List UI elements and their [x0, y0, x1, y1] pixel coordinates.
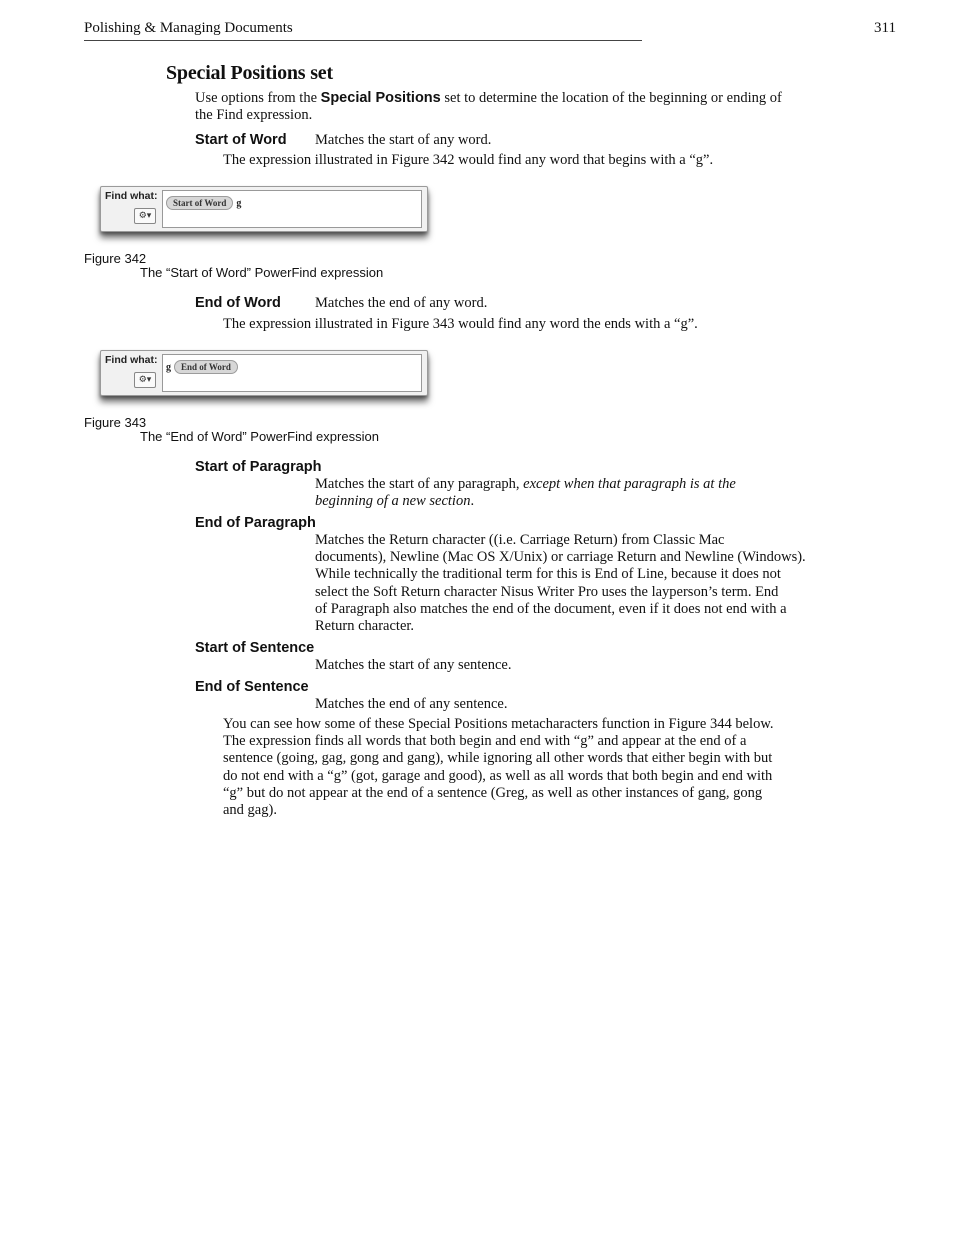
intro-paragraph	[195, 90, 895, 124]
closing-line: and gag).	[223, 802, 277, 819]
running-header-title: Polishing & Managing Documents	[84, 20, 293, 36]
term-start-of-paragraph: Start of Paragraph	[195, 459, 322, 475]
find-what-field	[162, 190, 422, 228]
start-of-word-token: Start of Word	[166, 196, 233, 210]
def-start-of-paragraph	[315, 476, 895, 510]
find-what-label: Find what:	[105, 190, 158, 202]
section-heading: Special Positions set	[166, 62, 333, 84]
def-end-of-paragraph-line: Matches the Return character ((i.e. Carriage Return) from Classic Mac	[315, 532, 725, 548]
header-rule	[84, 40, 642, 41]
closing-line: You can see how some of these Special Positions metacharacters function in Figure 344 below.	[223, 716, 774, 732]
literal-g: g	[236, 198, 242, 209]
figure-342-image	[100, 186, 428, 232]
intro-line-2: the Find expression.	[195, 107, 313, 124]
def-start-of-paragraph-italic-1: except when that paragraph is at the	[523, 476, 736, 492]
figure-343-caption: The “End of Word” PowerFind expression	[140, 429, 379, 444]
gear-menu-icon: ⚙▾	[134, 208, 156, 224]
closing-paragraph	[223, 716, 903, 819]
find-what-field	[162, 354, 422, 392]
def-start-of-paragraph-plain: Matches the start of any paragraph,	[315, 476, 524, 492]
term-end-of-word: End of Word	[195, 295, 281, 311]
term-end-of-sentence: End of Sentence	[195, 679, 309, 695]
intro-suffix: set to determine the location of the beginning or ending of	[440, 90, 782, 106]
intro-prefix: Use options from the	[195, 90, 321, 106]
def-start-of-paragraph-italic-2: beginning of a new section	[315, 493, 471, 510]
note-start-of-word: The expression illustrated in Figure 342 would find any word that begins with a “g”.	[223, 152, 714, 168]
figure-343-number: Figure 343	[84, 415, 147, 430]
closing-line: sentence (going, gag, gong and gang), while ignoring all other words that either begin with but	[223, 750, 773, 767]
def-end-of-word: Matches the end of any word.	[315, 295, 488, 311]
def-end-of-sentence: Matches the end of any sentence.	[315, 696, 508, 712]
def-end-of-paragraph-line: of Paragraph also matches the end of the document, even if it does not end with a	[315, 600, 787, 617]
figure-343-image	[100, 350, 428, 396]
page-number: 311	[874, 20, 896, 36]
def-start-of-paragraph-end: .	[470, 493, 475, 510]
closing-line: The expression finds all words that both begin and end with “g” and appear at the end of a	[223, 733, 747, 750]
intro-bold-term: Special Positions	[320, 90, 441, 106]
term-start-of-word: Start of Word	[195, 132, 287, 148]
end-of-word-token: End of Word	[174, 360, 238, 374]
def-end-of-paragraph-line: select the Soft Return character Nisus Writer Pro uses the layperson’s term. End	[315, 583, 779, 600]
def-end-of-paragraph-line: While technically the traditional term for this is End of Line, because it does not	[315, 566, 781, 583]
find-what-label: Find what:	[105, 354, 158, 366]
literal-g: g	[166, 362, 171, 373]
def-end-of-paragraph-line: documents), Newline (Mac OS X/Unix) or carriage Return and Newline (Windows).	[315, 549, 806, 566]
figure-342-caption: The “Start of Word” PowerFind expression	[140, 265, 384, 280]
def-start-of-word: Matches the start of any word.	[315, 132, 492, 148]
figure-342-number: Figure 342	[84, 251, 147, 266]
def-end-of-paragraph	[315, 532, 915, 635]
note-end-of-word: The expression illustrated in Figure 343 would find any word the ends with a “g”.	[223, 316, 698, 332]
closing-line: “g” but do not appear at the end of a sentence (Greg, as well as other instances of gang, gong	[223, 784, 763, 801]
term-end-of-paragraph: End of Paragraph	[195, 515, 316, 531]
gear-menu-icon: ⚙▾	[134, 372, 156, 388]
term-start-of-sentence: Start of Sentence	[195, 640, 315, 656]
def-end-of-paragraph-line: Return character.	[315, 618, 415, 635]
def-start-of-sentence: Matches the start of any sentence.	[315, 657, 512, 673]
closing-line: do not end with a “g” (got, garage and good), as well as all words that both begin and end with	[223, 767, 773, 784]
